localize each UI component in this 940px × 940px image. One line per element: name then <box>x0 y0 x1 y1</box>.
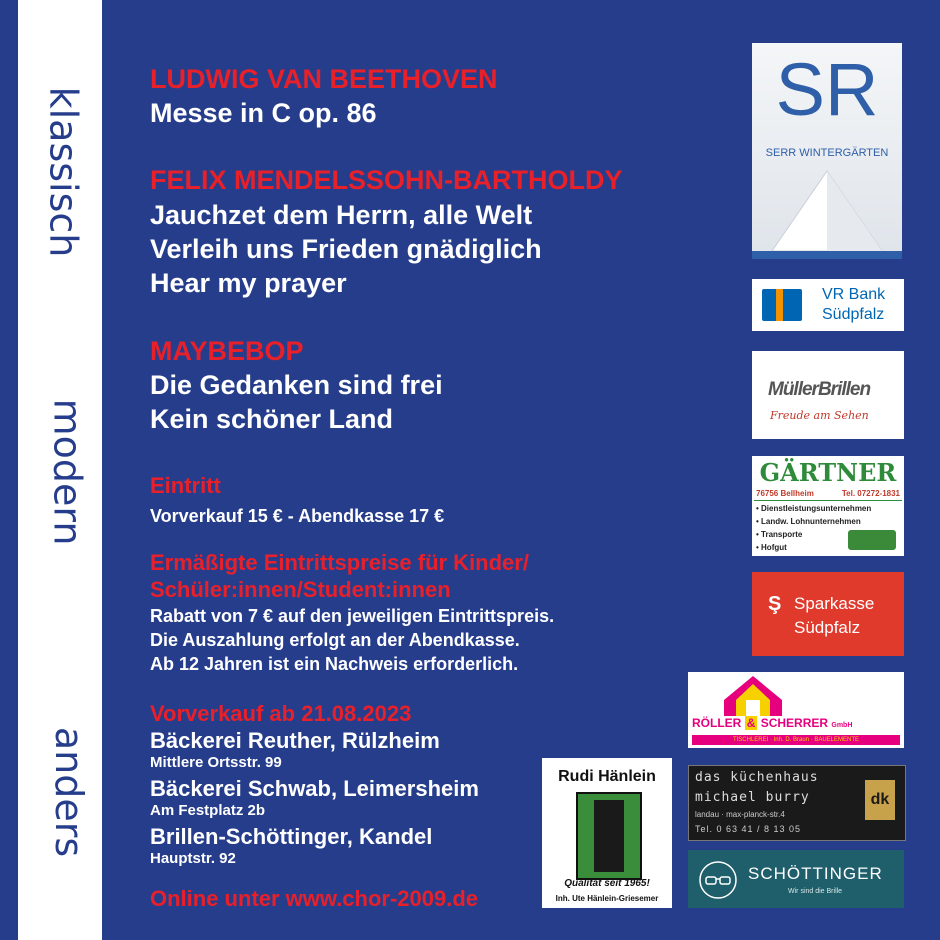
sparkasse-icon: Ş <box>768 593 782 615</box>
sr-roof-graphic <box>752 165 902 259</box>
logo-vr-bank <box>752 279 904 331</box>
sr-letters: SR <box>775 48 879 131</box>
kueche-line-3: landau · max-planck-str.4 <box>695 810 785 819</box>
sparkasse-name-2: Südpfalz <box>794 618 861 637</box>
admission-title: Eintritt <box>150 473 221 498</box>
reduced-title-1: Ermäßigte Eintrittspreise für Kinder/ <box>150 550 529 575</box>
presale-shop-2: Bäckerei Schwab, Leimersheim <box>150 776 479 801</box>
vr-bank-name-1: VR Bank <box>822 286 886 303</box>
work-hear: Hear my prayer <box>150 268 347 298</box>
kueche-line-1: das küchenhaus <box>695 770 819 785</box>
sparkasse-name-1: Sparkasse <box>794 594 875 613</box>
composer-mendelssohn: FELIX MENDELSSOHN-BARTHOLDY <box>150 165 623 195</box>
roeller-name-2: SCHERRER <box>760 716 829 730</box>
roeller-sub: TISCHLEREI · Inh. D. Braun · BAUELEMENTE <box>692 735 900 745</box>
vr-bank-icon <box>762 289 802 321</box>
side-word-klassisch: klassisch <box>41 86 86 258</box>
presale-address-1: Mittlere Ortsstr. 99 <box>150 754 282 771</box>
side-word-modern: modern <box>45 398 90 546</box>
vr-bank-name-2: Südpfalz <box>822 306 885 323</box>
haenlein-owner: Inh. Ute Hänlein-Griesemer <box>555 894 659 903</box>
mueller-slogan: Freude am Sehen <box>770 409 869 422</box>
schoettinger-slogan: Wir sind die Brille <box>788 888 843 895</box>
logo-rudi-haenlein <box>542 758 672 908</box>
haenlein-emblem <box>576 792 642 880</box>
gaertner-city: 76756 Bellheim <box>756 489 814 498</box>
presale-address-2: Am Festplatz 2b <box>150 802 266 819</box>
roeller-name-bar <box>692 716 900 734</box>
admission-prices: Vorverkauf 15 € - Abendkasse 17 € <box>150 506 445 526</box>
roeller-house-graphic <box>718 674 788 718</box>
presale-title: Vorverkauf ab 21.08.2023 <box>150 701 412 726</box>
roeller-amp: & <box>746 716 756 730</box>
composer-maybebop: MAYBEBOP <box>150 336 304 366</box>
gaertner-name: GÄRTNER <box>759 458 897 487</box>
gaertner-item-1: • Dienstleistungsunternehmen <box>756 504 872 513</box>
kueche-line-2: michael burry <box>695 790 810 805</box>
online-link[interactable]: Online unter www.chor-2009.de <box>150 886 479 911</box>
roeller-name: RÖLLER <box>692 716 742 730</box>
presale-shop-1: Bäckerei Reuther, Rülzheim <box>150 728 440 753</box>
logo-gaertner <box>752 456 904 556</box>
reduced-line-3: Ab 12 Jahren ist ein Nachweis erforderlich. <box>150 654 519 674</box>
logo-schoettinger <box>688 850 904 908</box>
work-kein: Kein schöner Land <box>150 404 394 434</box>
reduced-line-2: Die Auszahlung erfolgt an der Abendkasse. <box>150 630 520 650</box>
gaertner-item-2: • Landw. Lohnunternehmen <box>756 517 861 526</box>
roeller-gmbh: GmbH <box>831 722 853 729</box>
work-verleih: Verleih uns Frieden gnädiglich <box>150 234 542 264</box>
reduced-line-1: Rabatt von 7 € auf den jeweiligen Eintrittspreis. <box>150 606 555 626</box>
logo-serr-wintergaerten <box>752 43 902 259</box>
haenlein-slogan: Qualität seit 1965! <box>564 878 650 889</box>
work-messe: Messe in C op. 86 <box>150 98 377 128</box>
reduced-title-2: Schüler:innen/Student:innen <box>150 577 451 602</box>
kueche-line-4: Tel. 0 63 41 / 8 13 05 <box>695 824 802 834</box>
logo-sparkasse <box>752 572 904 656</box>
logo-kuechenhaus <box>688 765 906 841</box>
logo-roeller-scherrer <box>688 672 904 748</box>
composer-beethoven: LUDWIG VAN BEETHOVEN <box>150 64 498 94</box>
gaertner-truck-icon <box>848 530 896 550</box>
work-jauchzet: Jauchzet dem Herrn, alle Welt <box>150 200 533 230</box>
mueller-name: MüllerBrillen <box>768 379 871 400</box>
presale-shop-3: Brillen-Schöttinger, Kandel <box>150 824 433 849</box>
kueche-mark: dk <box>865 780 895 820</box>
side-word-anders: anders <box>47 726 92 858</box>
schoettinger-name: SCHÖTTINGER <box>748 864 883 883</box>
logo-mueller-brillen <box>752 351 904 439</box>
left-blue-edge <box>0 0 18 940</box>
glasses-icon <box>698 860 738 900</box>
haenlein-name: Rudi Hänlein <box>558 768 656 785</box>
gaertner-item-3: • Transporte <box>756 530 803 539</box>
presale-address-3: Hauptstr. 92 <box>150 850 236 867</box>
gaertner-phone: Tel. 07272-1831 <box>841 489 900 498</box>
work-gedanken: Die Gedanken sind frei <box>150 370 443 400</box>
gaertner-item-4: • Hofgut <box>756 543 787 552</box>
sr-name: SERR WINTERGÄRTEN <box>765 147 889 159</box>
